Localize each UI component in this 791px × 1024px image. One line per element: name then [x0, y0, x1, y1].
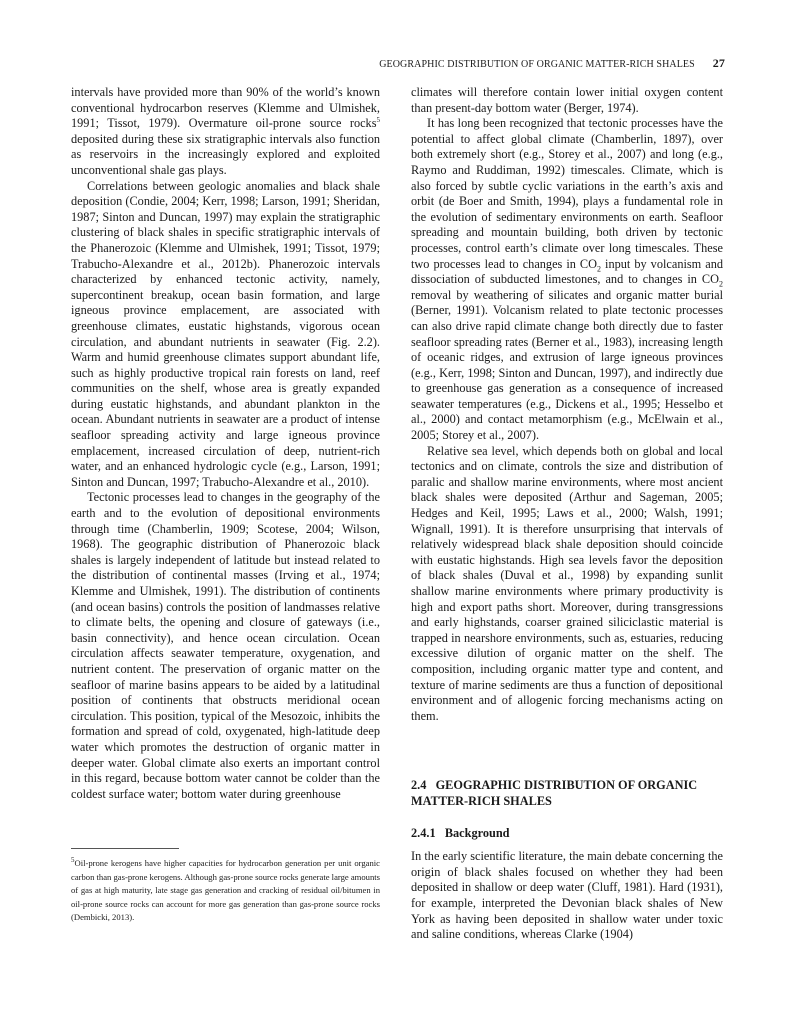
running-head: [65, 56, 725, 71]
co2-subscript: 2: [719, 279, 723, 289]
footnote-reference: 5: [376, 116, 380, 125]
subsection-heading: [411, 826, 723, 842]
left-paragraph-2: Correlations between geologic anomalies and black shale deposition (Condie, 2004; Kerr, 1998; Larson, 1991; Sheridan, 1987; Sinton and Duncan, 1997) may explain the stratigraphic clustering of black shales in specific stratigraphic intervals of the Phanerozoic (Klemme and Ulmishek, 1991; Tissot, 1979; Trabucho-Alexandre et al., 2012b). Phanerozoic intervals characterized by enhanced tectonic activity, namely, supercontinent breakup, ocean basin formation, and large igneous province emplacement, are associated with greenhouse climates, eustatic highstands, vigorous ocean circulation, and abundant nutrients in seawater (Fig. 2.2). Warm and humid greenhouse climates support abundant life, such as highly productive tropical rain forests on land, reef communities on the shelf, whose area is greatly expanded during eustatic highstands, and abundant plankton in the ocean. Abundant nutrients in seawater are a product of intense seafloor spreading activity and large igneous province emplacement, increased circulation of deep, nutrient-rich water, and an enhanced hydrologic cycle (e.g., Larson, 1991; Sinton and Duncan, 1997; Trabucho-Alexandre et al., 2010).: [71, 178, 380, 489]
footnote-marker: 5: [71, 856, 75, 865]
section-title: GEOGRAPHIC DISTRIBUTION OF ORGANIC MATTER-RICH SHALES: [411, 778, 698, 808]
right-paragraph-2-part-b: input by volcanism and dissociation of subducted limestones, and to changes in CO: [411, 256, 724, 287]
right-paragraph-2-part-a: It has long been recognized that tectonic processes have the potential to affect global climate (Chamberlin, 1897), over both extremely short (e.g., Storey et al., 2007) and long (e.g., Raymo and Ruddiman, 1992) timescales. Climate, which is also forced by subtle cyclic variations in the earth’s axis and orbit (de Boer and Smith, 1994), plays a fundamental role in the evolution of sedimentary environments on earth. Seafloor spreading and mountain building, both driven by tectonic processes, control earth’s climate over long timescales. These two processes lead to changes in CO: [411, 116, 723, 271]
running-title: GEOGRAPHIC DISTRIBUTION OF ORGANIC MATTER-RICH SHALES: [379, 59, 695, 70]
left-paragraph-1: [71, 85, 380, 179]
section-heading: [411, 778, 723, 809]
co2-subscript: 2: [597, 263, 602, 273]
subsection-number: 2.4.1: [411, 825, 436, 840]
left-paragraph-1-text: intervals have provided more than 90% of the world’s known conventional hydrocarbon reserves (Klemme and Ulmishek, 1991; Tissot, 1979). Overmature oil-prone source rocks: [71, 85, 380, 131]
subsection-title: Background: [444, 825, 510, 840]
footnote: [71, 857, 380, 925]
left-column: [71, 85, 380, 802]
right-paragraph-2: [411, 116, 723, 443]
right-paragraph-1: climates will therefore contain lower initial oxygen content than present-day bottom water (Berger, 1974).: [411, 85, 723, 115]
right-paragraph-3: Relative sea level, which depends both on global and local tectonics and on climate, controls the size and distribution of paralic and shallow marine environments, where most ancient black shales were deposited (Arthur and Sageman, 2005; Hedges and Keil, 1995; Laws et al., 2000; Walsh, 1991; Wignall, 1991). It is therefore unsurprising that intervals of relatively widespread black shale deposition should coincide with eustatic highstands. High sea levels favor the deposition of black shales (Duval et al., 1998) by expanding sunlit shallow marine environments where primary productivity is high and export paths short. Moreover, during transgressions and early highstands, coarser grained siliciclastic material is trapped in nearshore environments, such as, estuaries, reducing excessive dilution of organic matter on the shelf. The composition, including organic matter type and content, and texture of marine sediments are thus a function of depositional environment and of allogenic forcing mechanisms acting on them.: [411, 443, 723, 723]
right-paragraph-2-part-c: removal by weathering of silicates and organic matter burial (Berner, 1991). Volcanism related to plate tectonic processes can also drive rapid climate change both directly due to faster seafloor spreading rates (Berner et al., 1983), increasing length of oceanic ridges, and extrusion of large igneous provinces (e.g., Kerr, 1998; Sinton and Duncan, 1997), and indirectly due to greenhouse gas generation as a consequence of increased seawater temperatures (e.g., Dickens et al., 1995; Hesselbo et al., 2000) and contact metamorphism (e.g., McElwain et al., 2005; Storey et al., 2007).: [411, 287, 723, 443]
right-paragraph-4: In the early scientific literature, the main debate concerning the origin of black shales focused on whether they had been deposited in shallow or deep water (Cluff, 1981). Hard (1931), for example, interpreted the Devonian black shales of New York as having been deposited in shallow water under toxic and saline conditions, whereas Clarke (1904): [411, 849, 723, 942]
left-paragraph-1-continued: deposited during these six stratigraphic intervals also function as reservoirs in the increasingly explored and exploited unconventional shale gas plays.: [71, 131, 380, 177]
left-paragraph-3: Tectonic processes lead to changes in the geography of the earth and to the evolution of depositional environments through time (Chamberlin, 1909; Scotese, 2004; Wilson, 1968). The geographic distribution of Phanerozoic black shales is largely independent of latitude but instead related to the distribution of continental masses (Irving et al., 1974; Klemme and Ulmishek, 1991). The distribution of continents (and ocean basins) controls the position of landmasses relative to climate belts, the opening and closure of gateways (i.e., basin connectivity), and hence ocean circulation. Ocean circulation affects seawater temperature, oxygenation, and nutrient content. The preservation of organic matter on the seafloor of marine basins appears to be aided by a latitudinal position of continents that obstructs meridional ocean circulation. This position, typical of the Mesozoic, inhibits the formation and spread of cold, oxygenated, high-latitude deep water which promotes the destruction of organic matter in deeper water. Global climate also exerts an important control in this regard, because bottom water cannot be colder than the coldest surface water; bottom water during greenhouse: [71, 490, 380, 801]
section-number: 2.4: [411, 778, 427, 793]
footnote-divider: [71, 848, 179, 849]
footnote-text: Oil-prone kerogens have higher capacities for hydrocarbon generation per unit organic carbon than gas-prone kerogens. Although gas-prone source rocks generate large amounts of gas at high maturity, late stage gas generation and cracking of residual oil/bitumen in oil-prone source rocks can account for more gas generation than gas-prone source rocks (Dembicki, 2013).: [71, 858, 380, 923]
right-column: [411, 85, 723, 943]
page-number: 27: [712, 56, 725, 70]
